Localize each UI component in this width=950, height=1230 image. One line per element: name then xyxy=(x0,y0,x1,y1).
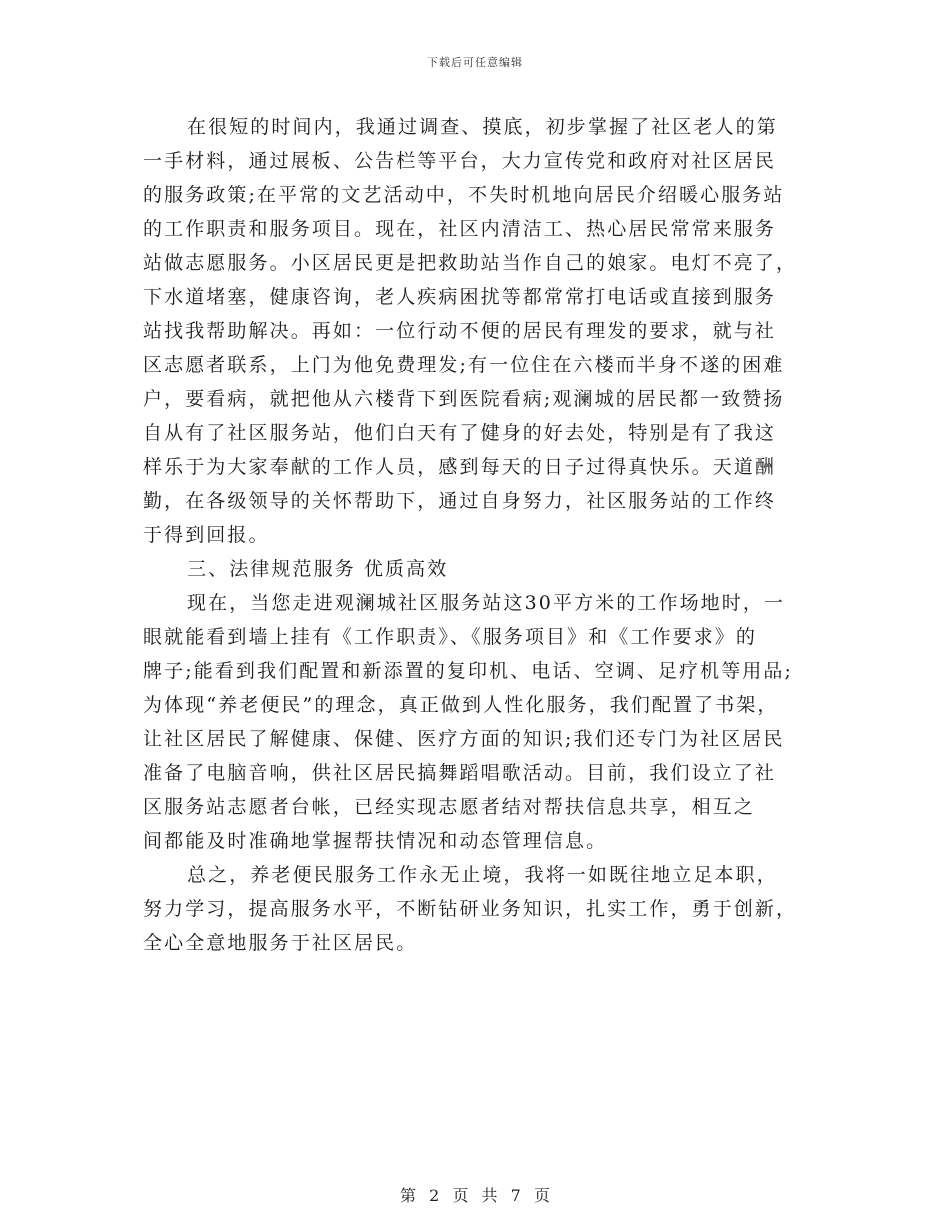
text-line: 于得到回报。 xyxy=(143,524,270,546)
text-line: 区志愿者联系，上门为他免费理发;有一位住在六楼而半身不遂的困难 xyxy=(143,354,785,376)
text-line: 的工作职责和服务项目。现在，社区内清洁工、热心居民常常来服务 xyxy=(143,218,777,240)
page-footer xyxy=(0,1183,950,1206)
text-line: 在很短的时间内，我通过调查、摸底，初步掌握了社区老人的第 xyxy=(187,116,778,138)
text-line: 勤，在各级领导的关怀帮助下，通过自身努力，社区服务站的工作终 xyxy=(143,490,777,512)
text-line: 现在，当您走进观澜城社区服务站这30平方米的工作场地时，一 xyxy=(187,592,786,614)
text-line: 下水道堵塞，健康咨询，老人疾病困扰等都常常打电话或直接到服务 xyxy=(143,286,777,308)
text-line: 为体现“养老便民”的理念，真正做到人性化服务，我们配置了书架， xyxy=(143,694,779,716)
text-line: 总之，养老便民服务工作永无止境，我将一如既往地立足本职， xyxy=(187,864,778,886)
text-line: 站做志愿服务。小区居民更是把救助站当作自己的娘家。电灯不亮了， xyxy=(143,252,798,274)
text-line: 户，要看病，就把他从六楼背下到医院看病;观澜城的居民都一致赞扬 xyxy=(143,388,785,410)
text-line: 间都能及时准确地掌握帮扶情况和动态管理信息。 xyxy=(143,830,608,852)
text-line: 区服务站志愿者台帐，已经实现志愿者结对帮扶信息共享，相互之 xyxy=(143,796,755,818)
text-line: 准备了电脑音响，供社区居民搞舞蹈唱歌活动。目前，我们设立了社 xyxy=(143,762,777,784)
text-line: 的服务政策;在平常的文艺活动中，不失时机地向居民介绍暖心服务站 xyxy=(143,184,785,206)
text-line: 努力学习，提高服务水平，不断钻研业务知识，扎实工作，勇于创新， xyxy=(143,898,798,920)
text-line: 三、法律规范服务 优质高效 xyxy=(187,558,449,580)
text-line: 全心全意地服务于社区居民。 xyxy=(143,932,418,954)
text-line: 一手材料，通过展板、公告栏等平台，大力宣传党和政府对社区居民 xyxy=(143,150,777,172)
text-line: 站找我帮助解决。再如：一位行动不便的居民有理发的要求，就与社 xyxy=(143,320,777,342)
text-line: 样乐于为大家奉献的工作人员，感到每天的日子过得真快乐。天道酬 xyxy=(143,456,777,478)
document-body xyxy=(143,110,808,960)
text-line: 眼就能看到墙上挂有《工作职责》、《服务项目》和《工作要求》的 xyxy=(143,626,758,648)
text-line: 自从有了社区服务站，他们白天有了健身的好去处，特别是有了我这 xyxy=(143,422,777,444)
footer-total-word: 共 xyxy=(481,1186,498,1205)
footer-suffix: 页 xyxy=(533,1186,550,1205)
text-line: 让社区居民了解健康、保健、医疗方面的知识;我们还专门为社区居民 xyxy=(143,728,785,750)
text-line: 牌子;能看到我们配置和新添置的复印机、电话、空调、足疗机等用品; xyxy=(143,660,794,682)
current-page-number: 2 xyxy=(429,1186,440,1205)
page-header: 下载后可任意编辑 xyxy=(427,56,523,69)
footer-prefix: 第 xyxy=(400,1186,417,1205)
footer-page-word: 页 xyxy=(452,1186,469,1205)
total-page-number: 7 xyxy=(510,1186,521,1205)
